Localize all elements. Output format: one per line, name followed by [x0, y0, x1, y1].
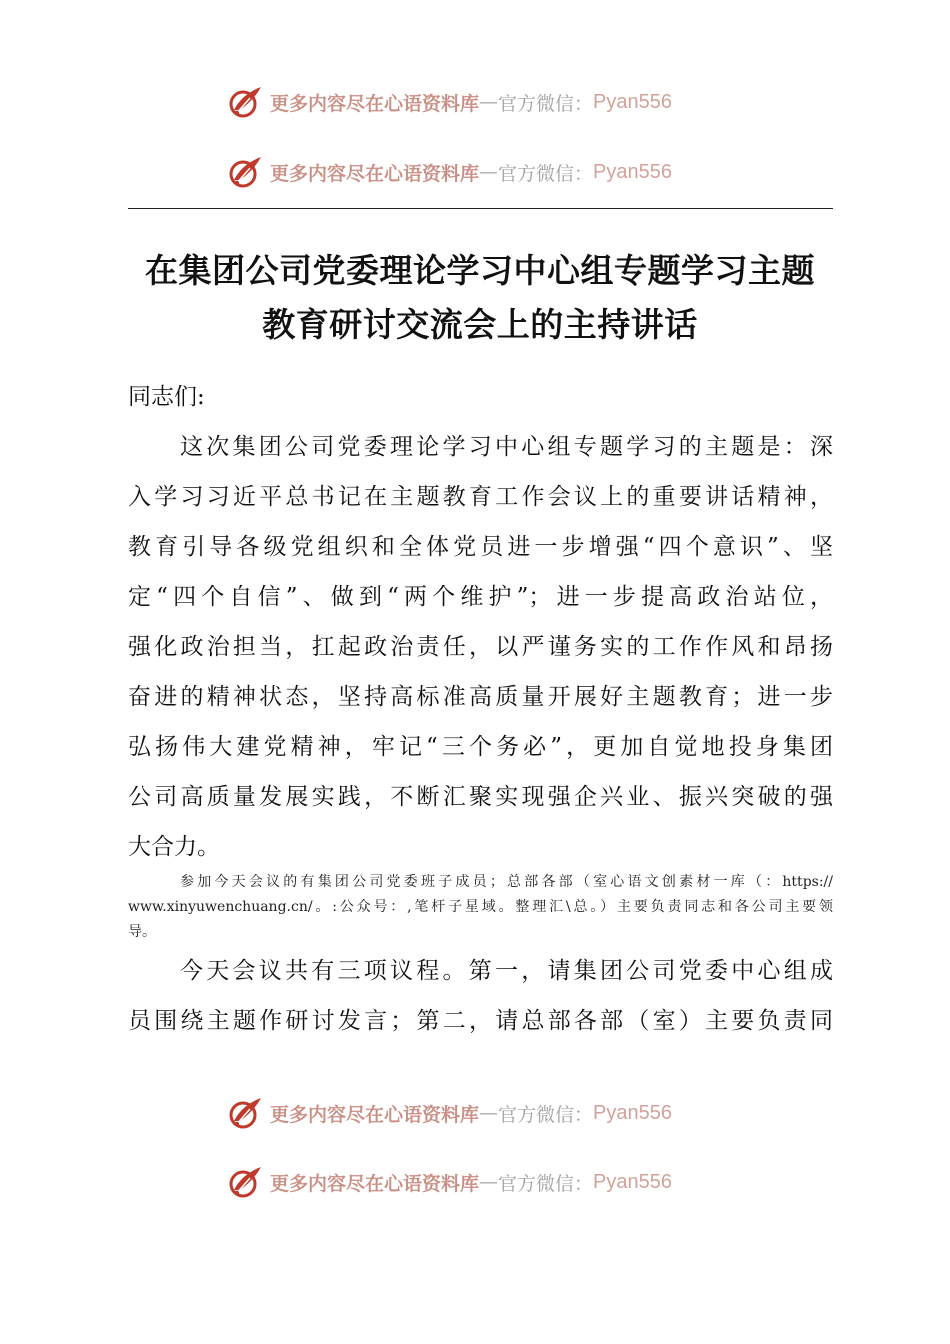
paragraph-line: 大合力。	[128, 834, 220, 860]
watermark-banner-bottom-2	[228, 1162, 748, 1202]
watermark-wechat-id: Pyan556	[593, 160, 672, 183]
paragraph-line: 入学习习近平总书记在主题教育工作会议上的重要讲话精神，	[128, 484, 833, 510]
watermark-separator: —	[479, 1171, 499, 1193]
watermark-brand-text: 更多内容尽在心语资料库	[270, 92, 480, 115]
paragraph-line: 强化政治担当，扛起政治责任，以严谨务实的工作作风和昂扬	[128, 634, 833, 660]
quill-pen-icon	[228, 154, 264, 190]
quill-pen-icon	[228, 84, 264, 120]
watermark-separator: —	[479, 161, 499, 183]
paragraph-line: 这次集团公司党委理论学习中心组专题学习的主题是：深	[180, 434, 833, 460]
watermark-brand-text: 更多内容尽在心语资料库	[270, 162, 480, 185]
watermark-banner-top-2	[228, 152, 748, 192]
paragraph-line: 奋进的精神状态，坚持高标准高质量开展好主题教育；进一步	[128, 684, 833, 710]
header-divider	[128, 208, 833, 209]
watermark-separator: —	[479, 91, 499, 113]
paragraph-line: 教育引导各级党组织和全体党员进一步增强“四个意识”、坚	[128, 534, 833, 560]
watermark-wechat-label: 官方微信：	[498, 92, 594, 115]
quill-pen-icon	[228, 1164, 264, 1200]
note-line: 参加今天会议的有集团公司党委班子成员；总部各部（室心语文创素材一库（：https://	[180, 874, 833, 890]
paragraph-line: 今天会议共有三项议程。第一，请集团公司党委中心组成	[180, 958, 833, 984]
document-title	[110, 244, 850, 352]
watermark-wechat-label: 官方微信：	[498, 1103, 594, 1126]
watermark-wechat-label: 官方微信：	[498, 1172, 594, 1195]
paragraph-line: 弘扬伟大建党精神，牢记“三个务必”，更加自觉地投身集团	[128, 734, 833, 760]
watermark-wechat-label: 官方微信：	[498, 162, 594, 185]
note-line: www.xinyuwenchuang.cn/。:公众号：,笔杆子星域。整理汇\总。）主要负责同志和各公司主要领	[128, 899, 833, 915]
salutation: 同志们:	[128, 384, 205, 410]
paragraph-line: 公司高质量发展实践，不断汇聚实现强企兴业、振兴突破的强	[128, 784, 833, 810]
watermark-wechat-id: Pyan556	[593, 1170, 672, 1193]
watermark-banner-top-1	[228, 82, 748, 122]
watermark-wechat-id: Pyan556	[593, 1101, 672, 1124]
note-line: 导。	[128, 924, 156, 940]
watermark-wechat-id: Pyan556	[593, 90, 672, 113]
watermark-banner-bottom-1	[228, 1093, 748, 1133]
watermark-separator: —	[479, 1102, 499, 1124]
title-line: 教育研讨交流会上的主持讲话	[262, 305, 698, 344]
watermark-brand-text: 更多内容尽在心语资料库	[270, 1172, 480, 1195]
paragraph-line: 定“四个自信”、做到“两个维护”；进一步提高政治站位，	[128, 584, 833, 610]
quill-pen-icon	[228, 1095, 264, 1131]
title-line: 在集团公司党委理论学习中心组专题学习主题	[145, 251, 815, 290]
paragraph-line: 员围绕主题作研讨发言；第二，请总部各部（室）主要负责同	[128, 1008, 833, 1034]
watermark-brand-text: 更多内容尽在心语资料库	[270, 1103, 480, 1126]
